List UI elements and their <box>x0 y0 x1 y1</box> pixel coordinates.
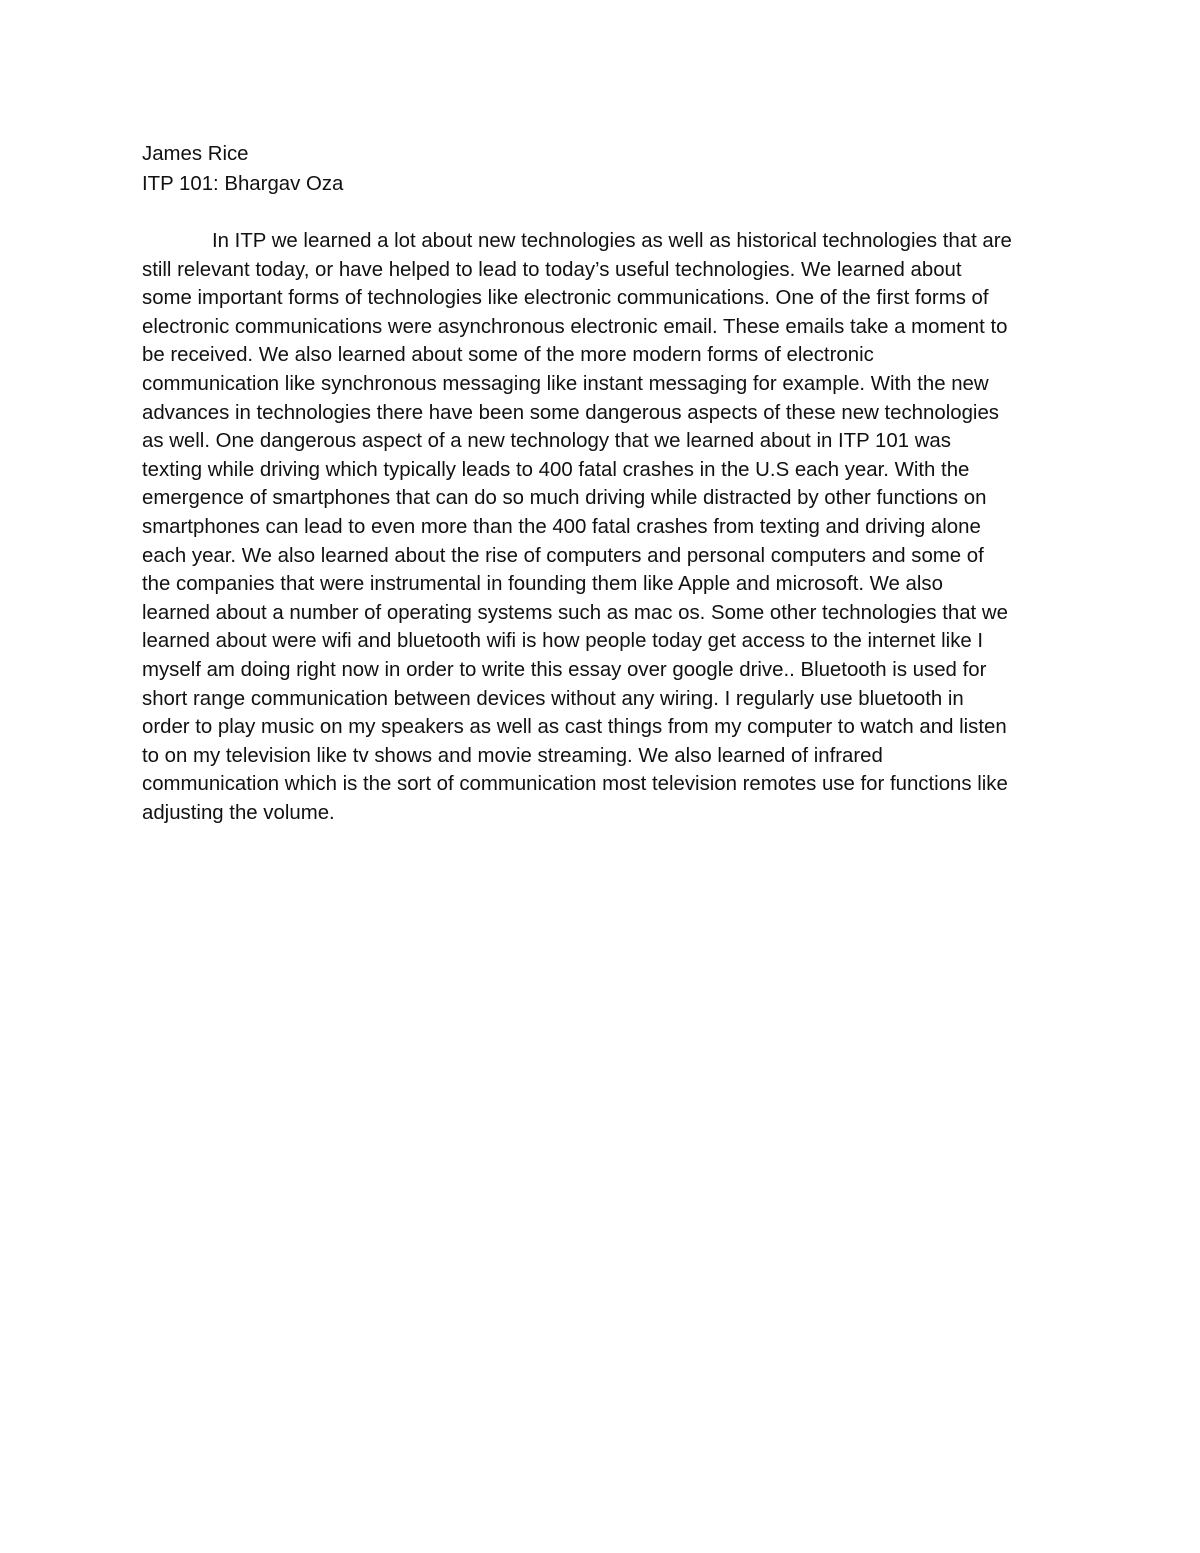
essay-line: communication like synchronous messaging like instant messaging for example. With the new <box>142 372 989 395</box>
essay-line: learned about were wifi and bluetooth wifi is how people today get access to the internet like I <box>142 630 984 653</box>
course-line: ITP 101: Bhargav Oza <box>142 173 344 195</box>
document-body <box>142 139 1072 827</box>
blank-line <box>142 199 1072 227</box>
essay-line: communication which is the sort of communication most television remotes use for functions like <box>142 773 1008 796</box>
essay-line: advances in technologies there have been some dangerous aspects of these new technologies <box>142 401 999 424</box>
essay-line: In ITP we learned a lot about new technologies as well as historical technologies that are <box>212 230 1012 252</box>
essay-line: to on my television like tv shows and movie streaming. We also learned of infrared <box>142 744 883 767</box>
essay-line: myself am doing right now in order to write this essay over google drive.. Bluetooth is used for <box>142 658 987 681</box>
essay-paragraph <box>142 227 1072 827</box>
essay-line: adjusting the volume. <box>142 801 335 824</box>
essay-line: learned about a number of operating systems such as mac os. Some other technologies that we <box>142 601 1008 624</box>
essay-line: some important forms of technologies like electronic communications. One of the first forms of <box>142 287 989 310</box>
essay-line: still relevant today, or have helped to lead to today’s useful technologies. We learned about <box>142 258 962 281</box>
essay-line: texting while driving which typically leads to 400 fatal crashes in the U.S each year. With the <box>142 458 970 481</box>
essay-line: electronic communications were asynchronous electronic email. These emails take a moment to <box>142 315 1008 338</box>
essay-line: each year. We also learned about the rise of computers and personal computers and some of <box>142 544 984 567</box>
essay-line: be received. We also learned about some of the more modern forms of electronic <box>142 344 874 367</box>
essay-line: the companies that were instrumental in founding them like Apple and microsoft. We also <box>142 573 943 596</box>
essay-line: emergence of smartphones that can do so much driving while distracted by other functions on <box>142 487 987 510</box>
essay-line: order to play music on my speakers as well as cast things from my computer to watch and listen <box>142 716 1007 739</box>
author-name: James Rice <box>142 143 249 165</box>
essay-line: short range communication between devices without any wiring. I regularly use bluetooth in <box>142 687 964 710</box>
essay-line: smartphones can lead to even more than the 400 fatal crashes from texting and driving alone <box>142 515 981 538</box>
essay-line: as well. One dangerous aspect of a new technology that we learned about in ITP 101 was <box>142 430 951 453</box>
